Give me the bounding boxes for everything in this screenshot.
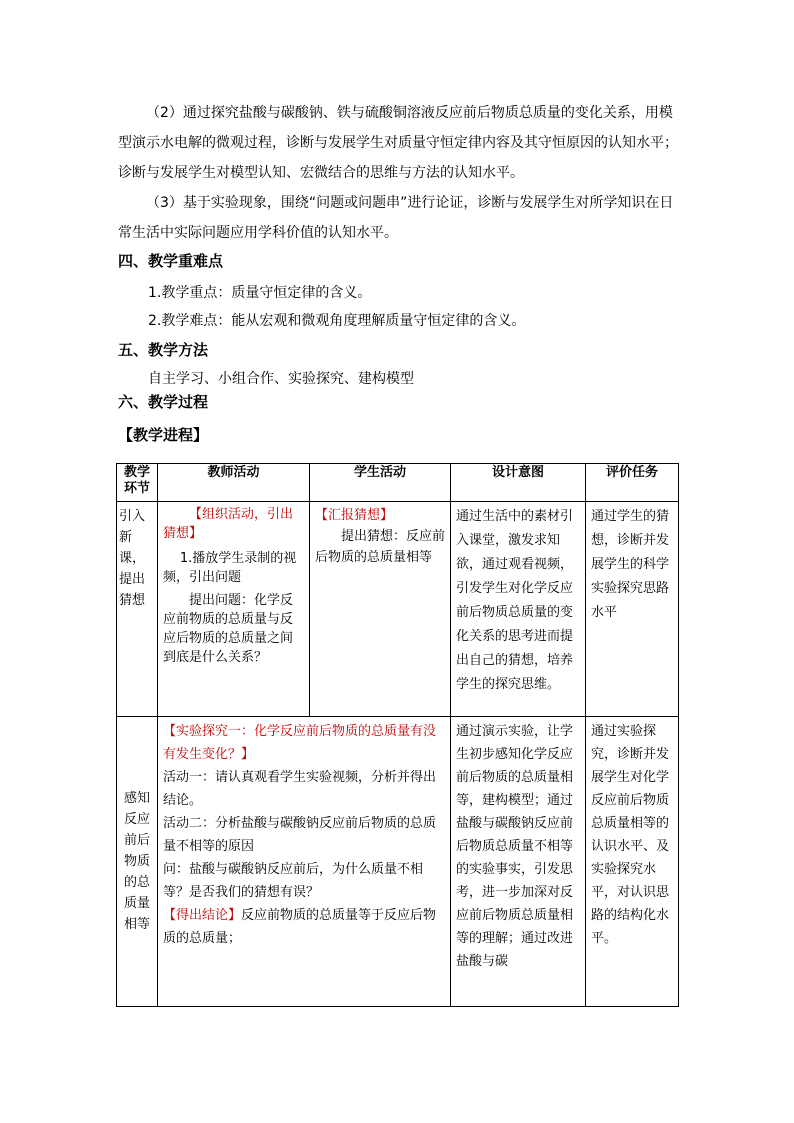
conclusion-tag: 【得出结论】 bbox=[163, 908, 242, 923]
section-heading-key-difficult: 四、教学重难点 bbox=[118, 252, 224, 270]
methods-text: 自主学习、小组合作、实验探究、建构模型 bbox=[148, 371, 414, 387]
objective-paragraph-2: （2）通过探究盐酸与碳酸钠、铁与硫酸铜溶液反应前后物质总质量的变化关系，用模型演示水电解的微观过程，诊断与发展学生对质量守恒定律内容及其守恒原因的认知水平；诊断与发展学生对模型认知、宏微结合的思维与方法的认知水平。 bbox=[118, 105, 678, 181]
process-subtitle: 【教学进程】 bbox=[118, 426, 209, 444]
teacher-activity-tag: 【组织活动，引出猜想】 bbox=[163, 507, 294, 541]
experiment-title: 【实验探究一：化学反应前后物质的总质量有没有发生变化？】 bbox=[163, 724, 437, 762]
activity-one: 活动一：请认真观看学生实验视频，分析并得出结论。 bbox=[163, 770, 437, 808]
section-heading-methods: 五、教学方法 bbox=[118, 341, 209, 359]
difficult-point-item: 2.教学难点：能从宏观和微观角度理解质量守恒定律的含义。 bbox=[148, 313, 526, 329]
student-activity-cell bbox=[310, 502, 451, 717]
section-heading-process: 六、教学过程 bbox=[118, 393, 209, 411]
student-activity-tag: 【汇报猜想】 bbox=[315, 508, 394, 523]
evaluation-cell: 通过学生的猜想，诊断并发展学生的科学实验探究思路水平 bbox=[586, 502, 679, 717]
stage-cell: 感知反应前后物质的总质量相等 bbox=[117, 717, 158, 1007]
question-text: 问：盐酸与碳酸钠反应前后，为什么质量不相等？是否我们的猜想有误？ bbox=[163, 862, 424, 900]
teaching-process-table bbox=[116, 463, 679, 1007]
table-row bbox=[117, 502, 679, 717]
activity-two: 活动二：分析盐酸与碳酸钠反应前后物质的总质量不相等的原因 bbox=[163, 816, 437, 854]
evaluation-cell: 通过实验探究，诊断并发展学生对化学反应前后物质总质量相等的认识水平、及实验探究水平，对认识思路的结构化水平。 bbox=[586, 717, 679, 1007]
teacher-activity-cell bbox=[158, 502, 310, 717]
teacher-activity-step: 1.播放学生录制的视频，引出问题 bbox=[163, 551, 297, 585]
table-header-row bbox=[117, 464, 679, 502]
objective-paragraph-3: （3）基于实验现象，围绕“问题或问题串”进行论证，诊断与发展学生对所学知识在日常生活中实际问题应用学科价值的认知水平。 bbox=[118, 195, 674, 241]
header-evaluation-task: 评价任务 bbox=[586, 464, 679, 502]
design-intent-cell: 通过演示实验，让学生初步感知化学反应前后物质的总质量相等，建构模型；通过盐酸与碳酸钠反应前后物质总质量不相等的实验事实，引发思考，进一步加深对反应前后物质总质量相等的理解；通过改进盐酸与碳 bbox=[451, 717, 586, 1007]
teacher-activity-question: 提出问题：化学反应前物质的总质量与反应后物质的总质量之间到底是什么关系？ bbox=[163, 593, 294, 665]
key-point-item: 1.教学重点：质量守恒定律的含义。 bbox=[148, 285, 372, 301]
header-teacher-activity: 教师活动 bbox=[158, 464, 310, 502]
design-intent-cell: 通过生活中的素材引入课堂，激发求知欲，通过观看视频，引发学生对化学反应前后物质总质量的变化关系的思考进而提出自己的猜想，培养学生的探究思维。 bbox=[451, 502, 586, 717]
stage-cell: 引入新课，提出猜想 bbox=[117, 502, 158, 717]
conclusion-text: 反应前物质的总质量等于反应后物质的总质量； bbox=[163, 908, 437, 946]
student-activity-text: 提出猜想：反应前后物质的总质量相等 bbox=[315, 529, 446, 565]
header-design-intent: 设计意图 bbox=[451, 464, 586, 502]
table-row bbox=[117, 717, 679, 1007]
conclusion-paragraph bbox=[163, 904, 445, 950]
header-student-activity: 学生活动 bbox=[310, 464, 451, 502]
header-stage: 教学环节 bbox=[117, 464, 158, 502]
activity-merged-cell bbox=[158, 717, 451, 1007]
